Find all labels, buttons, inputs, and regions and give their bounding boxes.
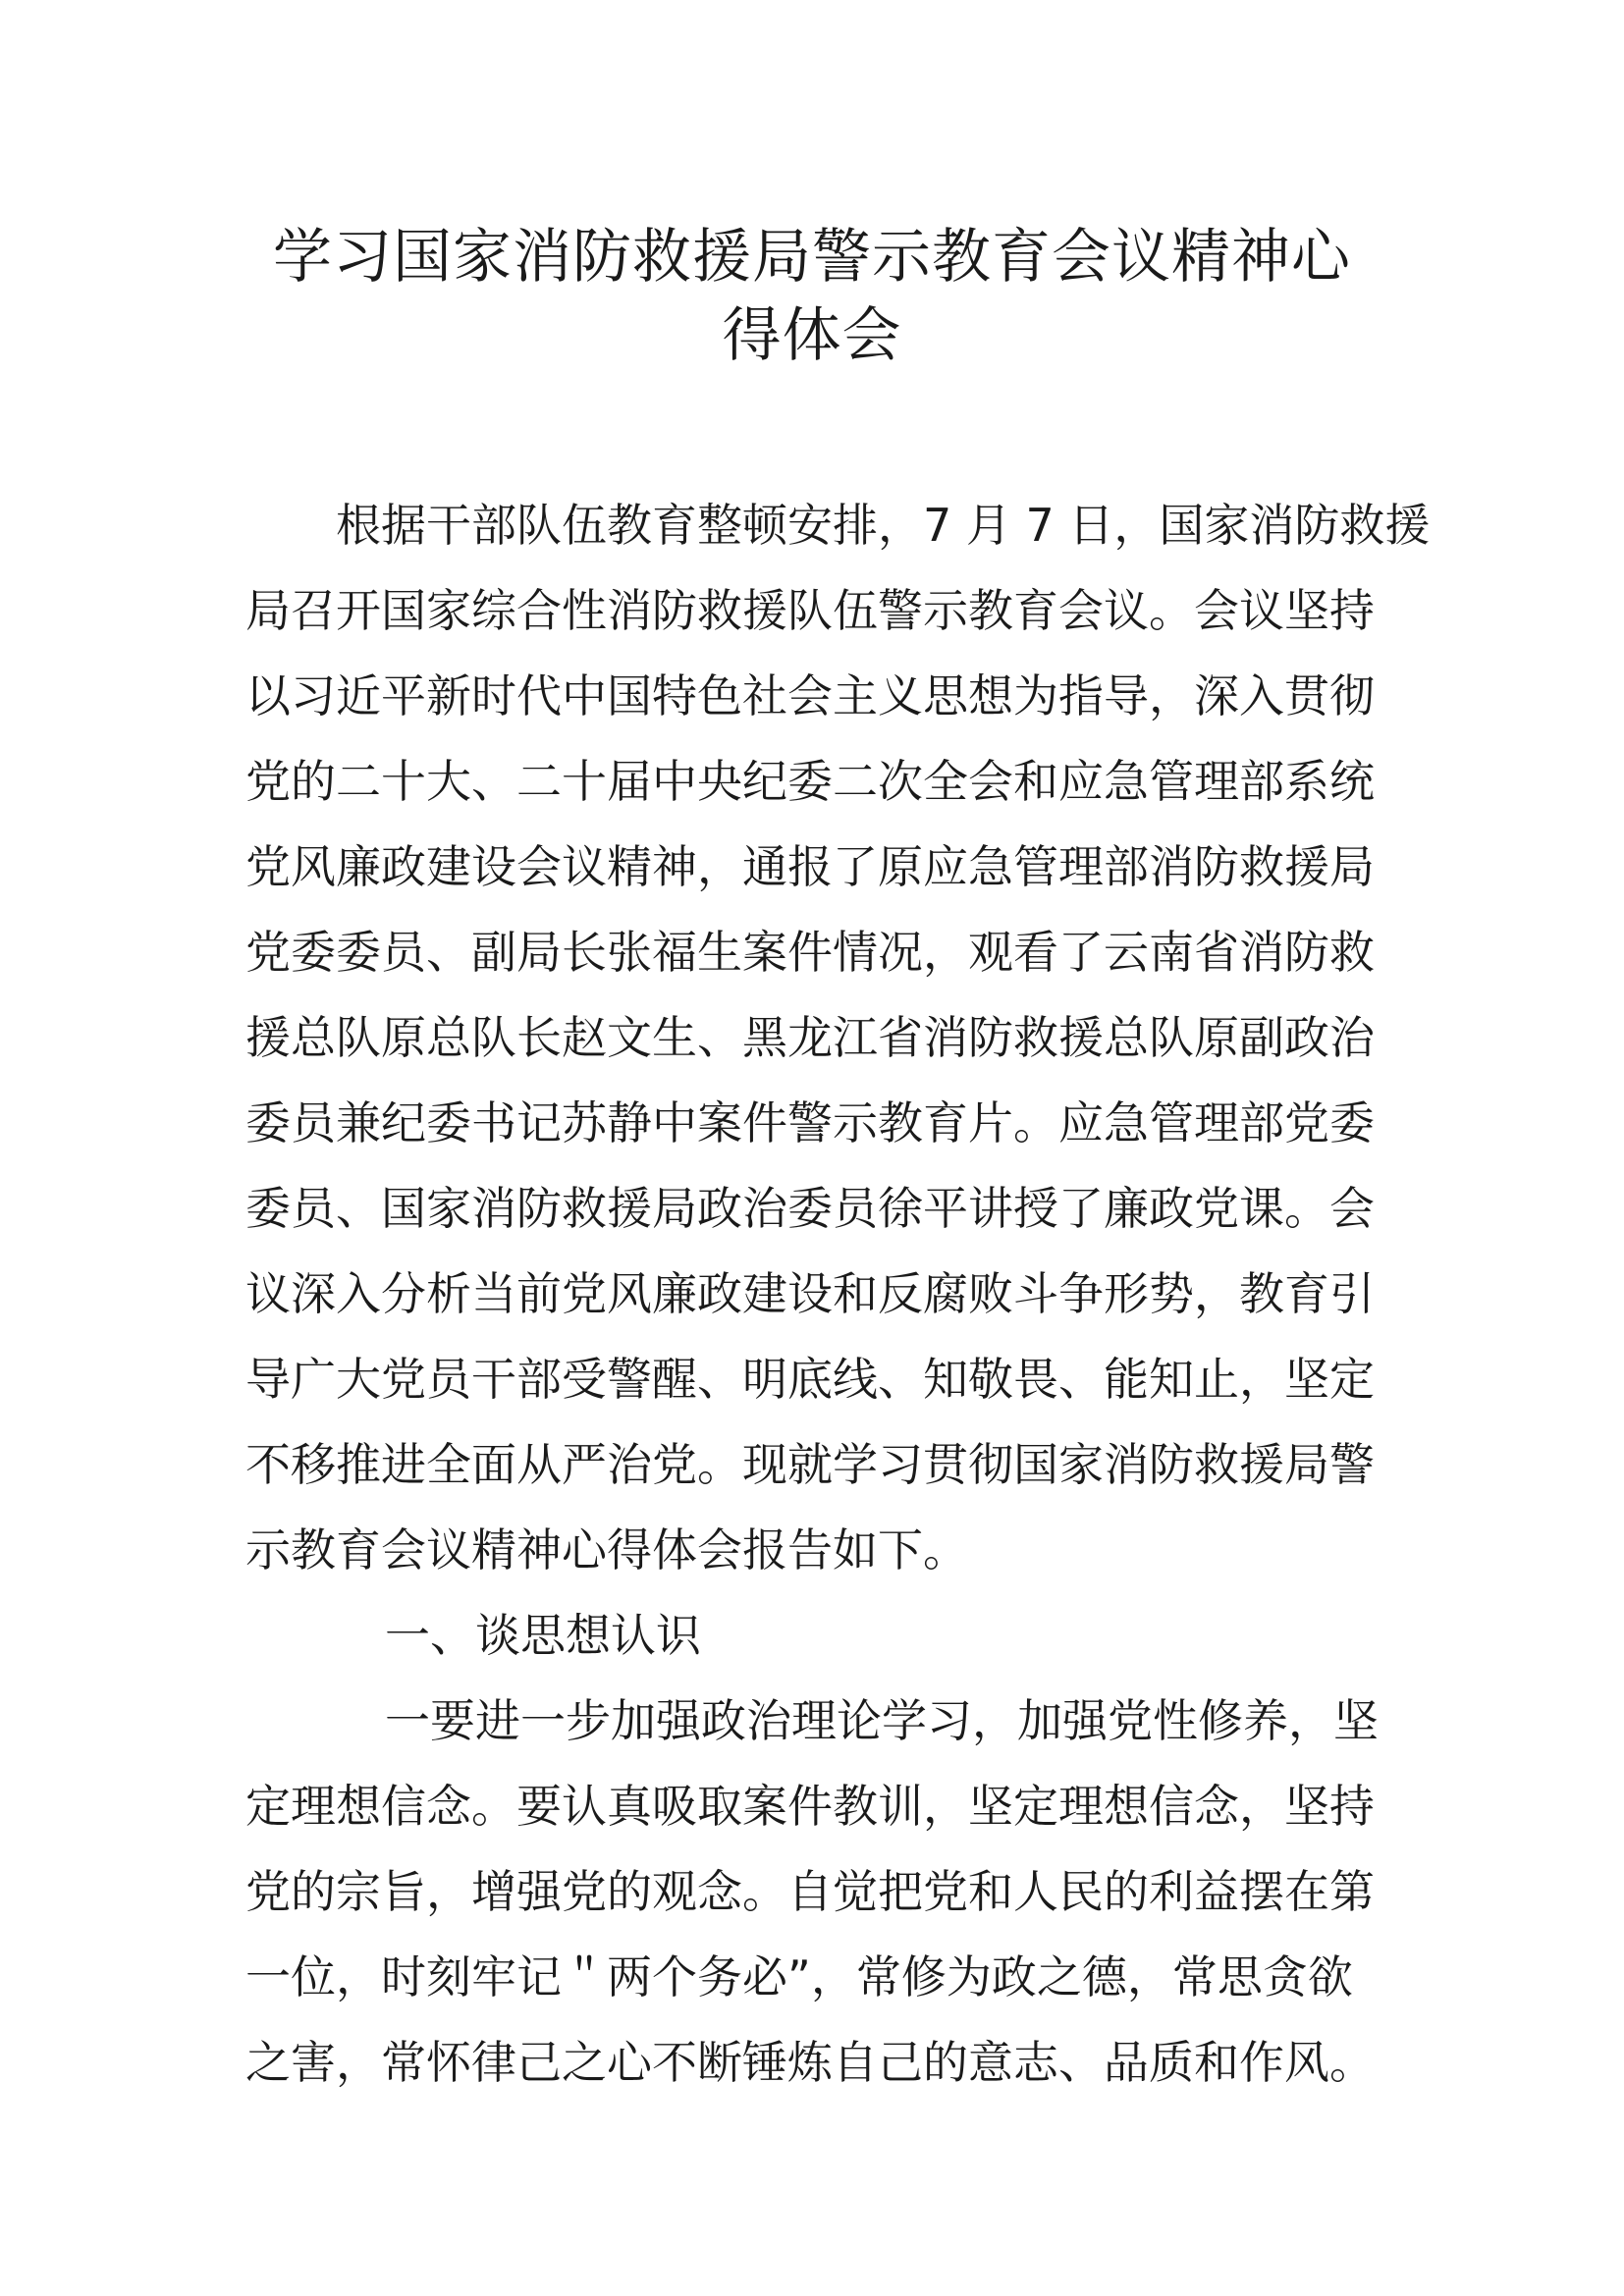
document-body: [245, 483, 1431, 2106]
paragraph-line: 根据干部队伍教育整顿安排，7 月 7 日，国家消防救援: [336, 499, 1431, 552]
paragraph-line: 一要进一步加强政治理论学习，加强党性修养，坚: [385, 1694, 1379, 1747]
paragraph-line: 以习近平新时代中国特色社会主义思想为指导，深入贯彻: [245, 669, 1375, 722]
paragraph-line: 党的宗旨，增强党的观念。自觉把党和人民的利益摆在第: [245, 1865, 1375, 1918]
paragraph-line: 党风廉政建设会议精神，通报了原应急管理部消防救援局: [245, 840, 1375, 893]
title-line-1: 学习国家消防救援局警示教育会议精神心: [273, 223, 1351, 292]
paragraph-1: [245, 483, 1431, 1593]
paragraph-line: 之害，常怀律己之心不断锤炼自己的意志、品质和作风。: [245, 2036, 1375, 2089]
paragraph-line: 援总队原总队长赵文生、黑龙江省消防救援总队原副政治: [245, 1011, 1375, 1064]
paragraph-line: 不移推进全面从严治党。现就学习贯彻国家消防救援局警: [245, 1438, 1375, 1491]
paragraph-line: 议深入分析当前党风廉政建设和反腐败斗争形势，教育引: [245, 1267, 1375, 1320]
paragraph-line: 党的二十大、二十届中央纪委二次全会和应急管理部系统: [245, 755, 1375, 808]
document-title: [245, 218, 1379, 375]
paragraph-line: 一位，时刻牢记＂两个务必”，常修为政之德，常思贪欲: [245, 1950, 1353, 2003]
paragraph-line: 示教育会议精神心得体会报告如下。: [245, 1523, 968, 1576]
paragraph-2: [245, 1679, 1384, 2106]
section-heading: 一、谈思想认识: [385, 1609, 701, 1662]
paragraph-line: 党委委员、副局长张福生案件情况，观看了云南省消防救: [245, 926, 1375, 979]
title-line-2: 得体会: [722, 301, 902, 370]
paragraph-line: 委员、国家消防救援局政治委员徐平讲授了廉政党课。会: [245, 1182, 1375, 1235]
paragraph-line: 定理想信念。要认真吸取案件教训，坚定理想信念，坚持: [245, 1780, 1375, 1833]
paragraph-line: 局召开国家综合性消防救援队伍警示教育会议。会议坚持: [245, 584, 1375, 637]
paragraph-line: 导广大党员干部受警醒、明底线、知敬畏、能知止，坚定: [245, 1353, 1375, 1406]
paragraph-line: 委员兼纪委书记苏静中案件警示教育片。应急管理部党委: [245, 1096, 1375, 1149]
